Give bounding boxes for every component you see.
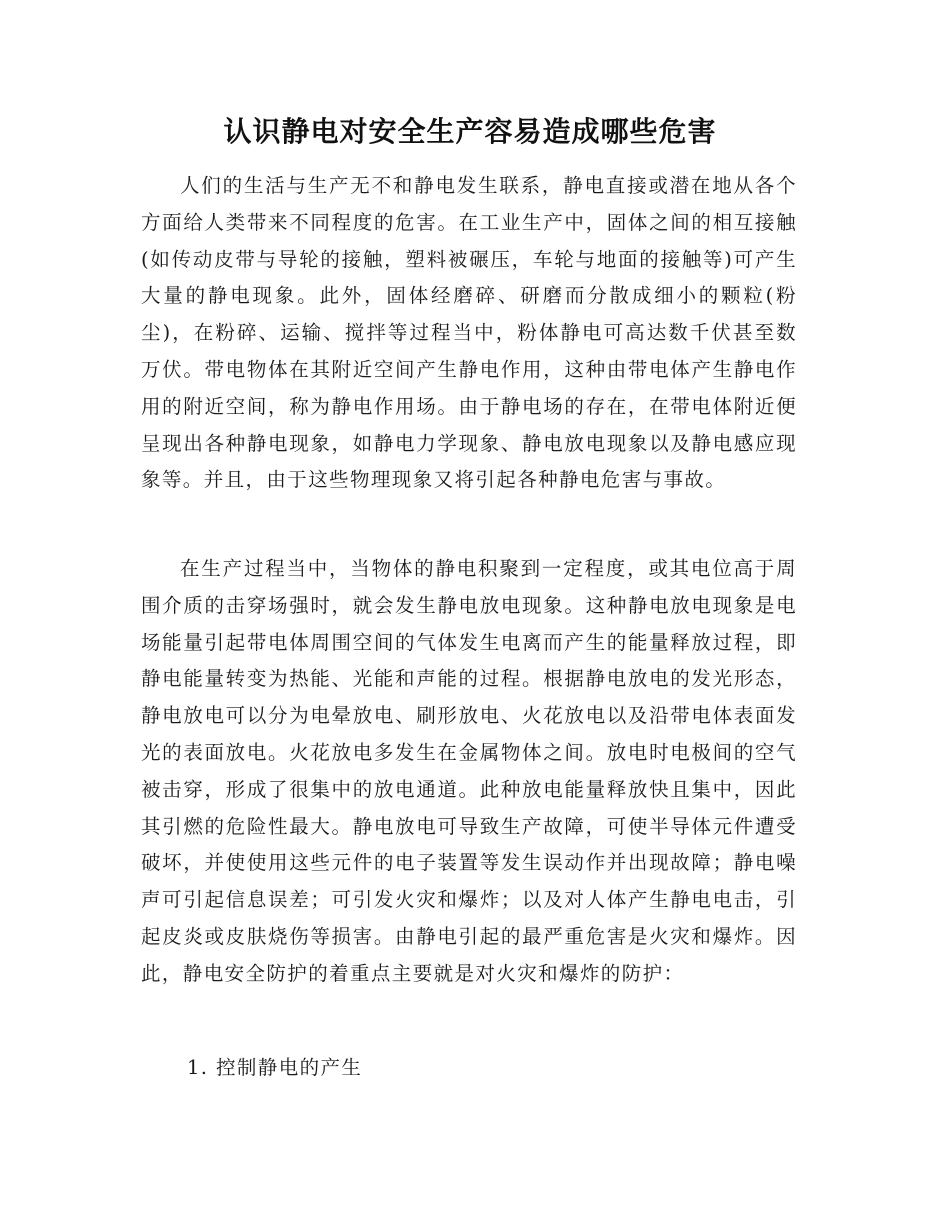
list-item: 1. 控制静电的产生 bbox=[187, 1056, 363, 1079]
paragraph-intro: 人们的生活与生产无不和静电发生联系，静电直接或潜在地从各个方面给人类带来不同程度的危害。在工业生产中，固体之间的相互接触(如传动皮带与导轮的接触，塑料被碾压，车轮与地面的接触等)可产生大量的静电现象。此外，固体经磨碎、研磨而分散成细小的颗粒(粉尘)，在粉碎、运输、搅拌等过程当中，粉体静电可高达数千伏甚至数万伏。带电物体在其附近空间产生静电作用，这种由带电体产生静电作用的附近空间，称为静电作用场。由于静电场的存在，在带电体附近便呈现出各种静电现象，如静电力学现象、静电放电现象以及静电感应现象等。并且，由于这些物理现象又将引起各种静电危害与事故。 bbox=[141, 174, 797, 492]
paragraph-discharge: 在生产过程当中，当物体的静电积聚到一定程度，或其电位高于周围介质的击穿场强时，就会发生静电放电现象。这种静电放电现象是电场能量引起带电体周围空间的气体发生电离而产生的能量释放过程，即静电能量转变为热能、光能和声能的过程。根据静电放电的发光形态，静电放电可以分为电晕放电、刷形放电、火花放电以及沿带电体表面发光的表面放电。火花放电多发生在金属物体之间。放电时电极间的空气被击穿，形成了很集中的放电通道。此种放电能量释放快且集中，因此其引燃的危险性最大。静电放电可导致生产故障，可使半导体元件遭受破坏，并使使用这些元件的电子装置等发生误动作并出现故障；静电噪声可引起信息误差；可引发火灾和爆炸；以及对人体产生静电电击，引起皮炎或皮肤烧伤等损害。由静电引起的最严重危害是火灾和爆炸。因此，静电安全防护的着重点主要就是对火灾和爆炸的防护： bbox=[141, 557, 797, 985]
document-title: 认识静电对安全生产容易造成哪些危害 bbox=[223, 115, 717, 148]
